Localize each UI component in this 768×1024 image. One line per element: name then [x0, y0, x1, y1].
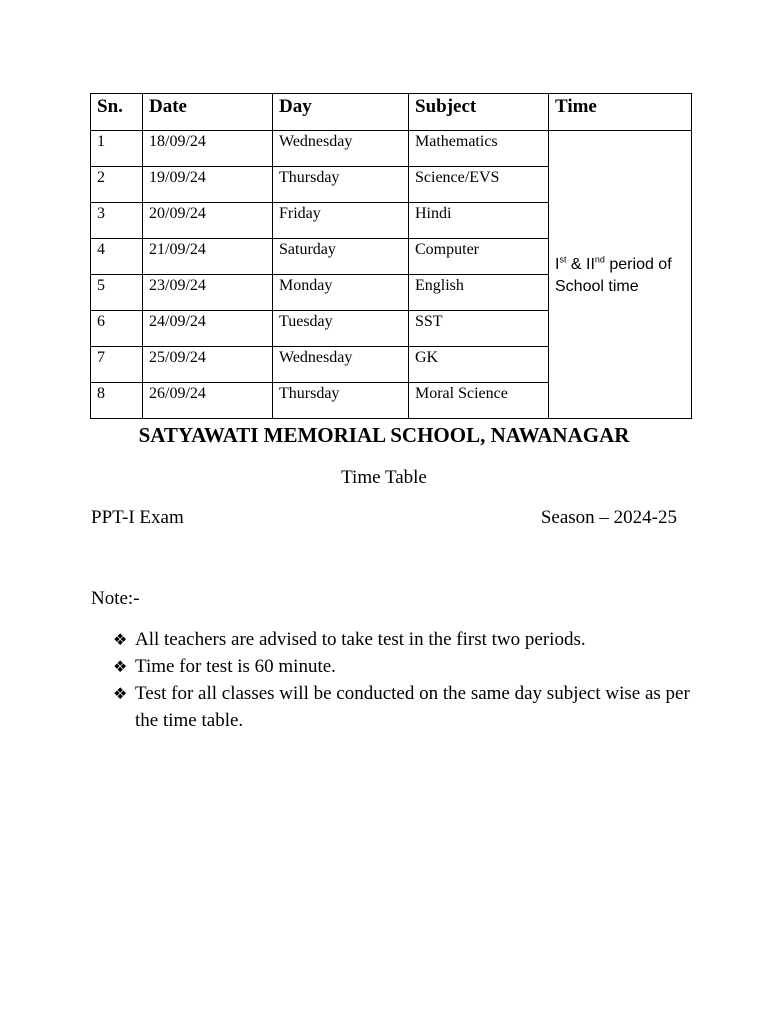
cell-day: Monday — [273, 275, 409, 311]
table-header-row — [91, 94, 692, 131]
cell-subject: Science/EVS — [409, 167, 549, 203]
cell-sn: 1 — [91, 131, 143, 167]
list-item — [113, 680, 693, 734]
cell-date: 20/09/24 — [143, 203, 273, 239]
note-text: Time for test is 60 minute. — [135, 656, 336, 677]
cell-subject: Computer — [409, 239, 549, 275]
cell-day: Thursday — [273, 383, 409, 419]
cell-day: Thursday — [273, 167, 409, 203]
cell-subject: Hindi — [409, 203, 549, 239]
exam-name: PPT-I Exam — [91, 507, 184, 528]
cell-subject: SST — [409, 311, 549, 347]
cell-date: 19/09/24 — [143, 167, 273, 203]
time-amp: & II — [566, 255, 595, 273]
header-time: Time — [549, 94, 692, 131]
cell-sn: 8 — [91, 383, 143, 419]
cell-date: 23/09/24 — [143, 275, 273, 311]
time-first-sup: st — [559, 254, 567, 265]
cell-sn: 3 — [91, 203, 143, 239]
header-day: Day — [273, 94, 409, 131]
cell-date: 26/09/24 — [143, 383, 273, 419]
cell-sn: 5 — [91, 275, 143, 311]
cell-sn: 2 — [91, 167, 143, 203]
header-date: Date — [143, 94, 273, 131]
cell-sn: 7 — [91, 347, 143, 383]
cell-day: Tuesday — [273, 311, 409, 347]
list-item — [113, 653, 693, 680]
school-name: SATYAWATI MEMORIAL SCHOOL, NAWANAGAR — [138, 423, 630, 447]
notes-list — [113, 626, 693, 734]
header-sn: Sn. — [91, 94, 143, 131]
cell-sn: 4 — [91, 239, 143, 275]
cell-day: Wednesday — [273, 131, 409, 167]
cell-subject: Mathematics — [409, 131, 549, 167]
cell-date: 25/09/24 — [143, 347, 273, 383]
time-rest: period of School time — [555, 255, 672, 295]
table-row — [91, 131, 692, 167]
cell-day: Friday — [273, 203, 409, 239]
cell-day: Wednesday — [273, 347, 409, 383]
list-item — [113, 626, 693, 653]
time-first: I — [555, 255, 560, 273]
diamond-bullet-icon: ❖ — [113, 630, 128, 649]
diamond-bullet-icon: ❖ — [113, 684, 128, 703]
note-text: Test for all classes will be conducted on the same day subject wise as per the time table. — [135, 683, 690, 731]
cell-date: 24/09/24 — [143, 311, 273, 347]
header-subject: Subject — [409, 94, 549, 131]
cell-date: 18/09/24 — [143, 131, 273, 167]
note-label: Note:- — [91, 588, 140, 609]
cell-subject: English — [409, 275, 549, 311]
cell-time — [549, 131, 692, 419]
time-second-sup: nd — [594, 254, 605, 265]
document-title: Time Table — [341, 467, 427, 488]
cell-sn: 6 — [91, 311, 143, 347]
note-text: All teachers are advised to take test in the first two periods. — [135, 629, 586, 650]
season-label: Season – 2024-25 — [540, 507, 677, 528]
cell-date: 21/09/24 — [143, 239, 273, 275]
diamond-bullet-icon: ❖ — [113, 657, 128, 676]
cell-day: Saturday — [273, 239, 409, 275]
cell-subject: GK — [409, 347, 549, 383]
exam-timetable — [90, 93, 692, 419]
cell-subject: Moral Science — [409, 383, 549, 419]
